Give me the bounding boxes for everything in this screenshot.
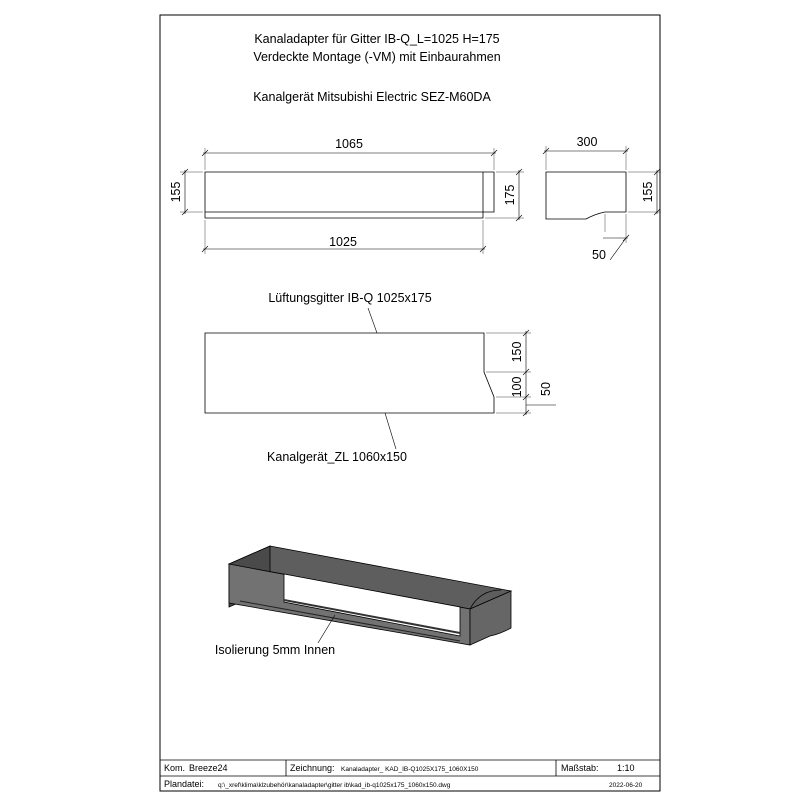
dim-text-300: 300 [576, 135, 598, 149]
label-kanalgeraet: Kanalgerät_ZL 1060x150 [267, 450, 407, 464]
leader-kanalgeraet [385, 413, 396, 449]
title-line-2: Verdeckte Montage (-VM) mit Einbaurahmen [253, 50, 501, 64]
top-view [205, 291, 556, 464]
title-line-3: Kanalgerät Mitsubishi Electric SEZ-M60DA [253, 90, 491, 104]
title-block [160, 760, 660, 789]
leader-50-side [610, 238, 626, 260]
tb-zeichnung-label: Zeichnung: [290, 763, 335, 773]
dim-text-150: 150 [510, 341, 524, 363]
tb-kom-label: Kom. [164, 763, 186, 773]
tb-date: 2022-06-20 [609, 782, 643, 789]
side-view-body [546, 172, 626, 219]
title-line-1: Kanaladapter für Gitter IB-Q_L=1025 H=175 [254, 32, 500, 46]
label-isolierung: Isolierung 5mm Innen [214, 643, 336, 657]
tb-plandatei-label: Plandatei: [164, 779, 205, 789]
tb-kom-value: Breeze24 [189, 763, 228, 773]
dim-text-100: 100 [510, 376, 524, 398]
tb-massstab-value: 1:10 [617, 763, 635, 773]
side-view [543, 135, 661, 262]
front-view [169, 137, 524, 254]
front-view-body [205, 172, 494, 218]
dim-text-1025: 1025 [329, 235, 357, 249]
tb-massstab-label: Maßstab: [561, 763, 599, 773]
tb-zeichnung-value: Kanaladapter_ KAD_IB-Q1025X175_1060X150 [341, 766, 479, 773]
dim-text-1065: 1065 [335, 137, 363, 151]
dim-text-155-right: 155 [641, 181, 655, 203]
top-view-body [205, 333, 494, 413]
label-lueftungsgitter: Lüftungsgitter IB-Q 1025x175 [268, 291, 432, 305]
dim-text-50-side: 50 [592, 248, 606, 262]
leader-lueftungsgitter [368, 308, 377, 333]
tb-plandatei-value: q:\_xref\klima\klzubehör\kanaladapter\gitter ib\kad_ib-q1025x175_1060x150.dwg [218, 782, 451, 789]
dim-text-155-left: 155 [169, 181, 183, 203]
dim-text-175: 175 [503, 184, 517, 206]
dim-text-50-top: 50 [539, 382, 553, 396]
isometric-view [215, 546, 511, 657]
